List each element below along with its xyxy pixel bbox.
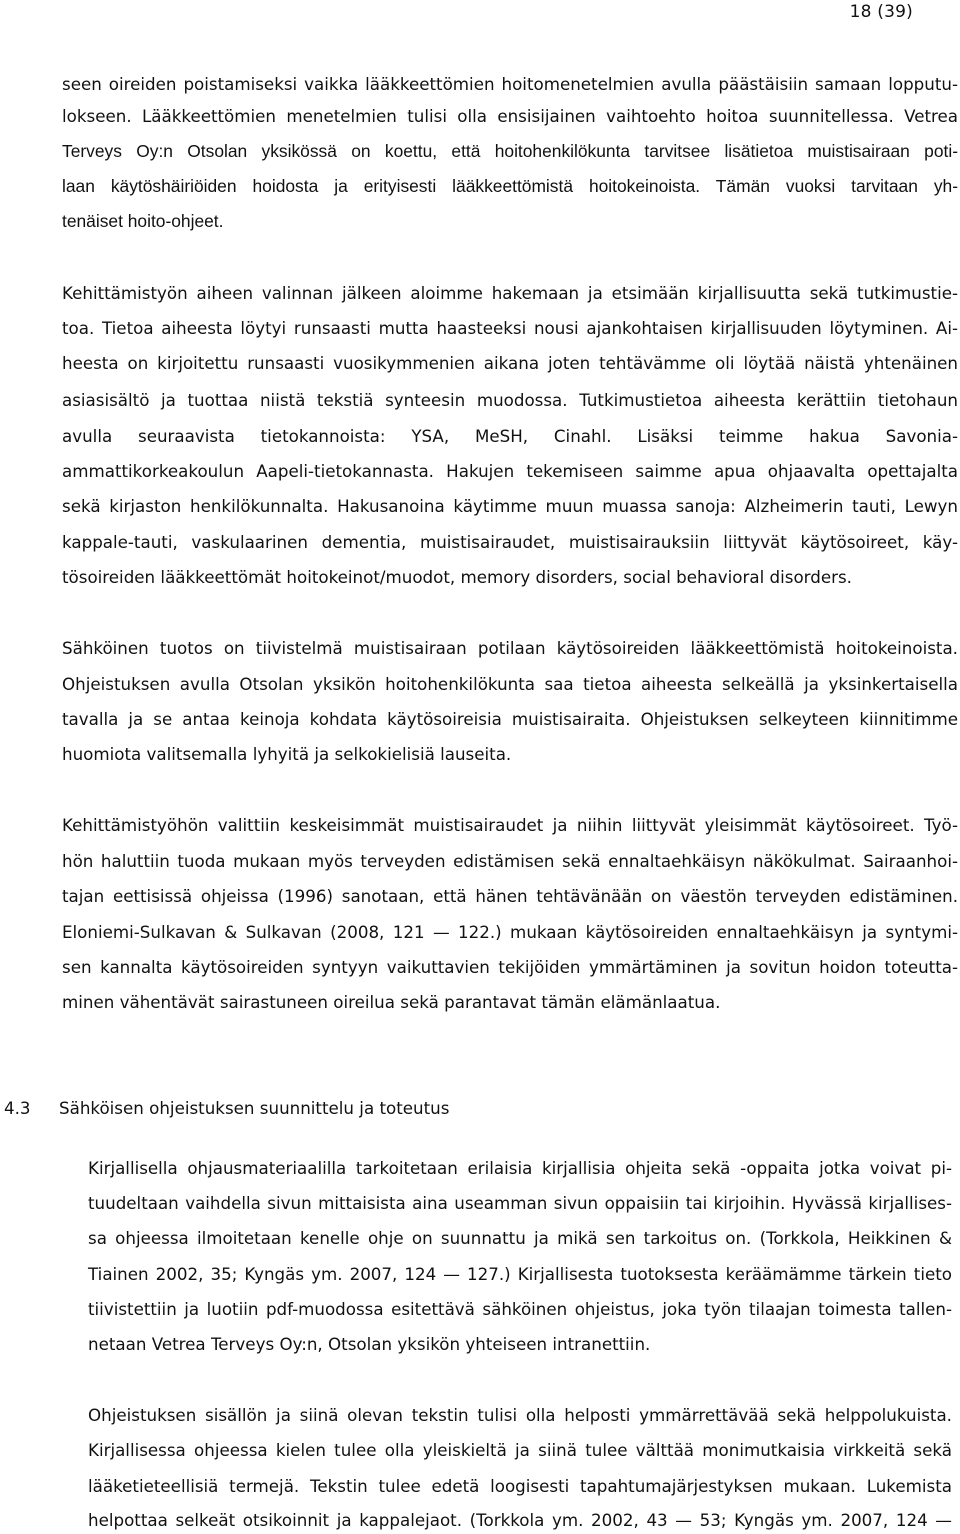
- text-line: tenäiset hoito-ohjeet.: [62, 211, 224, 231]
- text-line: laan käytöshäiriöiden hoidosta ja erityisesti lääkkeettömistä hoitokeinoista. Tämän vuoksi tarvitaan yh-: [62, 176, 958, 196]
- text-line: toa. Tietoa aiheesta löytyi runsaasti mutta haasteeksi nousi ajankohtaisen kirjallisuuden löytyminen. Ai-: [62, 318, 958, 338]
- text-line: lääketieteellisiä termejä. Tekstin tulee edetä loogisesti tapahtumajärjestyksen mukaan. Lukemista: [88, 1476, 952, 1496]
- text-line: tavalla ja se antaa keinoja kohdata käytösoireisia muistisairaita. Ohjeistuksen selkeyteen kiinnitimme: [62, 709, 958, 729]
- text-line: Kehittämistyöhön valittiin keskeisimmät muistisairaudet ja niihin liittyvät yleisimmät käytösoireet. Työ-: [62, 815, 958, 835]
- text-line: Kirjallisessa ohjeessa kielen tulee olla yleiskieltä ja siinä tulee välttää monimutkaisia virkkeitä sekä: [88, 1440, 952, 1460]
- text-line: Ohjeistuksen avulla Otsolan yksikön hoitohenkilökunta saa tietoa aiheesta selkeällä ja yksinkertaisella: [62, 674, 958, 694]
- text-line: Tiainen 2002, 35; Kyngäs ym. 2007, 124 — 127.) Kirjallisesta tuotoksesta keräämämme tärkein tieto: [88, 1264, 952, 1284]
- text-line: tajan eettisissä ohjeissa (1996) sanotaan, että hänen tehtävänään on väestön terveyden edistäminen.: [62, 886, 958, 906]
- text-line: sen kannalta käytösoireiden syntyyn vaikuttavien tekijöiden ymmärtäminen ja sovitun hoidon toteutta-: [62, 957, 958, 977]
- text-line: Kirjallisella ohjausmateriaalilla tarkoitetaan erilaisia kirjallisia ohjeita sekä -oppaita jotka voivat pi-: [88, 1158, 952, 1178]
- text-line: sa ohjeessa ilmoitetaan kenelle ohje on suunnattu ja mikä sen tarkoitus on. (Torkkola, Heikkinen &: [88, 1228, 952, 1248]
- text-line: Sähköinen tuotos on tiivistelmä muistisairaan potilaan käytösoireiden lääkkeettömistä hoitokeinoista.: [62, 638, 958, 658]
- section-title: Sähköisen ohjeistuksen suunnittelu ja toteutus: [59, 1098, 450, 1118]
- text-line: minen vähentävät sairastuneen oireilua sekä parantavat tämän elämänlaatua.: [62, 992, 721, 1012]
- text-line: lokseen. Lääkkeettömien menetelmien tulisi olla ensisijainen vaihtoehto hoitoa suunnitellessa. Vetrea: [62, 106, 958, 126]
- text-line: asiasisältö ja tuottaa niistä tekstiä synteesin muodossa. Tutkimustietoa aiheesta kerättiin tietohaun: [62, 390, 958, 410]
- text-line: Terveys Oy:n Otsolan yksikössä on koettu, että hoitohenkilökunta tarvitsee lisätietoa muistisairaan poti-: [62, 141, 958, 161]
- text-line: Eloniemi-Sulkavan & Sulkavan (2008, 121 — 122.) mukaan käytösoireiden ennaltaehkäisyn ja syntymi-: [62, 922, 958, 942]
- text-line: hön haluttiin tuoda mukaan myös terveyden edistämisen sekä ennaltaehkäisyn näkökulmat. Sairaanhoi-: [62, 851, 958, 871]
- text-line: tösoireiden lääkkeettömät hoitokeinot/muodot, memory disorders, social behavioral disorders.: [62, 567, 852, 587]
- text-line: seen oireiden poistamiseksi vaikka lääkkeettömien hoitomenetelmien avulla päästäisiin samaan lopputu-: [62, 74, 958, 94]
- text-line: tiivistettiin ja luotiin pdf-muodossa esitettävä sähköinen ohjeistus, joka työn tilaajan toimesta tallen-: [88, 1299, 952, 1319]
- text-line: kappale-tauti, vaskulaarinen dementia, muistisairaudet, muistisairauksiin liittyvät käytösoireet, käy-: [62, 532, 958, 552]
- text-line: netaan Vetrea Terveys Oy:n, Otsolan yksikön yhteiseen intranettiin.: [88, 1334, 651, 1354]
- text-line: Kehittämistyön aiheen valinnan jälkeen aloimme hakemaan ja etsimään kirjallisuutta sekä tutkimustie-: [62, 283, 958, 303]
- text-line: ammattikorkeakoulun Aapeli-tietokannasta. Hakujen tekemiseen saimme apua ohjaavalta opettajalta: [62, 461, 958, 481]
- text-line: sekä kirjaston henkilökunnalta. Hakusanoina käytimme muun muassa sanoja: Alzheimerin tauti, Lewyn: [62, 496, 958, 516]
- text-line: heesta on kirjoitettu runsaasti vuosikymmenien aikana joten tehtävämme oli löytää näistä yhtenäinen: [62, 353, 958, 373]
- text-line: huomiota valitsemalla lyhyitä ja selkokielisiä lauseita.: [62, 744, 512, 764]
- text-line: avulla seuraavista tietokannoista: YSA, MeSH, Cinahl. Lisäksi teimme hakua Savonia-: [62, 426, 958, 446]
- section-heading: [4, 1098, 449, 1118]
- text-line: Ohjeistuksen sisällön ja siinä olevan tekstin tulisi olla helposti ymmärrettävää sekä helppolukuista.: [88, 1405, 952, 1425]
- section-number: 4.3: [4, 1098, 31, 1118]
- page-number: 18 (39): [849, 2, 913, 22]
- text-line: tuudeltaan vaihdella sivun mittaisista aina useamman sivun oppaisiin tai kirjoihin. Hyvässä kirjallises-: [88, 1193, 952, 1213]
- text-line: helpottaa selkeät otsikoinnit ja kappalejaot. (Torkkola ym. 2002, 43 — 53; Kyngäs ym. 2007, 124 —: [88, 1510, 952, 1530]
